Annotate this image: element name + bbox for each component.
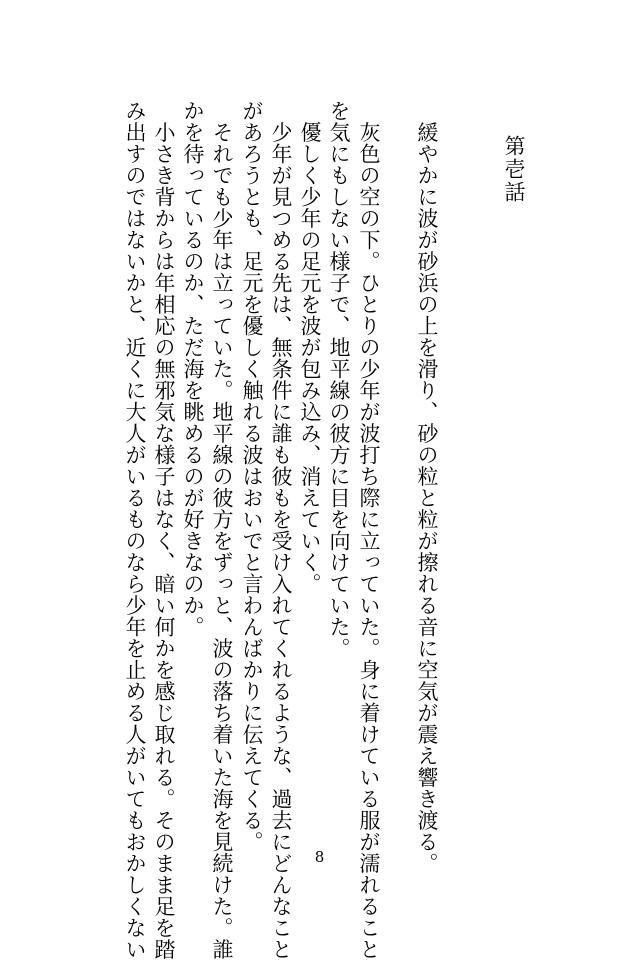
text-column-8: かを待っているのか、ただ海を眺めるのが好きなのか。 xyxy=(181,100,205,638)
text-column-4: 優しく少年の足元を波が包み込み、消えていく。 xyxy=(298,100,322,595)
text-column-1: 緩やかに波が砂浜の上を滑り、砂の粒と粒が擦れる音に空気が震え響き渡る。 xyxy=(415,100,439,874)
text-column-9: 小さき背からは年相応の無邪気な様子はなく、暗い何かを感じ取れる。そのまま足を踏 xyxy=(152,100,176,960)
text-column-2: 灰色の空の下。ひとりの少年が波打ち際に立っていた。身に着けている服が濡れること xyxy=(357,100,381,960)
text-column-5: 少年が見つめる先は、無条件に誰も彼もを受け入れてくれるような、過去にどんなこと xyxy=(269,100,293,960)
text-column-3: を気にもしない様子で、地平線の彼方に目を向けていた。 xyxy=(327,100,351,659)
text-column-10: み出すのではないかと、近くに大人がいるものなら少年を止める人がいてもおかしくない xyxy=(123,100,147,960)
text-column-6: があろうとも、足元を優しく触れる波はおいでと言わんばかりに伝えてくる。 xyxy=(240,100,264,853)
text-column-7: それでも少年は立っていた。地平線の彼方をずっと、波の落ち着いた海を見続けた。誰 xyxy=(210,100,234,960)
page-number: 8 xyxy=(314,848,325,866)
chapter-title: 第壱話 xyxy=(502,135,526,204)
